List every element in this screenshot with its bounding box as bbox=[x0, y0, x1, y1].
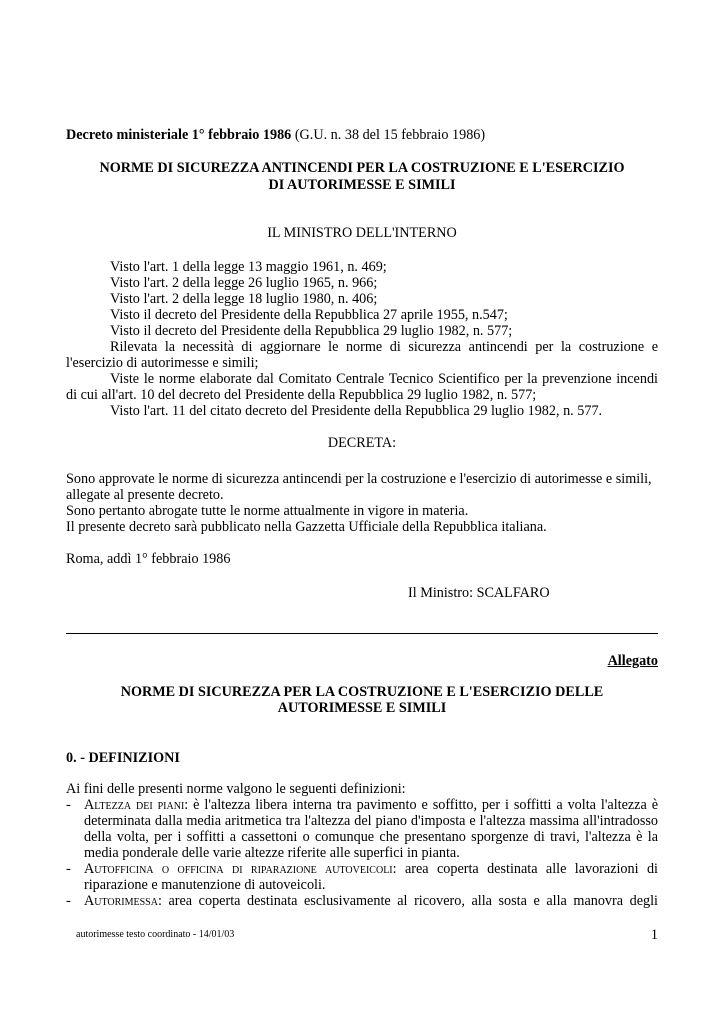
definition-term: Altezza dei piani bbox=[84, 797, 185, 813]
bullet-dash: - bbox=[66, 861, 71, 877]
definition-1-line-4: media ponderale delle varie altezze riferite alle superfici in pianta. bbox=[84, 845, 460, 861]
decree-title: Decreto ministeriale 1° febbraio 1986 bbox=[66, 127, 292, 143]
annex-title-line-1: NORME DI SICUREZZA PER LA COSTRUZIONE E L'ESERCIZIO DELLE bbox=[120, 684, 604, 700]
decree-gazette-ref: (G.U. n. 38 del 15 febbraio 1986) bbox=[291, 127, 486, 143]
definition-1-line-2: determinata dalla media aritmetica tra l'altezza del piano d'imposta e l'altezza massima all'intradosso bbox=[84, 813, 658, 829]
section-heading-definitions: 0. - DEFINIZIONI bbox=[66, 750, 180, 766]
decree-header bbox=[66, 127, 485, 143]
definition-term: Autofficina o officina di riparazione autoveicoli bbox=[84, 861, 393, 877]
body-line-3: Sono pertanto abrogate tutte le norme attualmente in vigore in materia. bbox=[66, 503, 469, 519]
minister-heading: IL MINISTRO DELL'INTERNO bbox=[267, 225, 457, 241]
body-line-1: Sono approvate le norme di sicurezza antincendi per la costruzione e l'esercizio di autorimesse e simili, bbox=[66, 471, 652, 487]
doc-title-line-2: DI AUTORIMESSE E SIMILI bbox=[268, 177, 456, 193]
place-date: Roma, addì 1° febbraio 1986 bbox=[66, 551, 231, 567]
consideration-7: Viste le norme elaborate dal Comitato Centrale Tecnico Scientifico per la prevenzione incendi bbox=[110, 371, 658, 387]
annex-title-line-2: AUTORIMESSE E SIMILI bbox=[277, 700, 447, 716]
consideration-6-cont: l'esercizio di autorimesse e simili; bbox=[66, 355, 259, 371]
minister-signature: Il Ministro: SCALFARO bbox=[408, 585, 550, 601]
consideration-6: Rilevata la necessità di aggiornare le norme di sicurezza antincendi per la costruzione e bbox=[110, 339, 658, 355]
page-number: 1 bbox=[650, 927, 658, 943]
consideration-8: Visto l'art. 11 del citato decreto del Presidente della Repubblica 29 luglio 1982, n. 577. bbox=[110, 403, 603, 419]
consideration-7-cont: di cui all'art. 10 del decreto del Presidente della Repubblica 29 luglio 1982, n. 577; bbox=[66, 387, 537, 403]
body-line-2: allegate al presente decreto. bbox=[66, 487, 224, 503]
definitions-intro: Ai fini delle presenti norme valgono le seguenti definizioni: bbox=[66, 781, 406, 797]
annex-label: Allegato bbox=[607, 653, 658, 669]
footer-doc-label: autorimesse testo coordinato - 14/01/03 bbox=[76, 929, 235, 940]
definition-text: : area coperta destinata esclusivamente al ricovero, alla sosta e alla manovra degli bbox=[157, 893, 658, 909]
definition-1-line-3: della volta, per i soffitti a cassettoni o comunque che presentano sporgenze di travi, l'altezza è la bbox=[84, 829, 658, 845]
section-divider bbox=[66, 633, 658, 634]
consideration-3: Visto l'art. 2 della legge 18 luglio 1980, n. 406; bbox=[110, 291, 378, 307]
definition-text: : area coperta destinata alle lavorazioni di bbox=[392, 861, 658, 877]
definition-2-line-2: riparazione e manutenzione di autoveicoli. bbox=[84, 877, 326, 893]
consideration-4: Visto il decreto del Presidente della Repubblica 27 aprile 1955, n.547; bbox=[110, 307, 508, 323]
definition-1-line-1 bbox=[84, 797, 658, 813]
decreta-heading: DECRETA: bbox=[327, 435, 397, 451]
consideration-5: Visto il decreto del Presidente della Repubblica 29 luglio 1982, n. 577; bbox=[110, 323, 513, 339]
consideration-2: Visto l'art. 2 della legge 26 luglio 1965, n. 966; bbox=[110, 275, 378, 291]
bullet-dash: - bbox=[66, 797, 71, 813]
consideration-1: Visto l'art. 1 della legge 13 maggio 1961, n. 469; bbox=[110, 259, 387, 275]
definition-3-line-1 bbox=[84, 893, 658, 909]
definition-term: Autorimessa bbox=[84, 893, 158, 909]
definition-text: : è l'altezza libera interna tra pavimento e soffitto, per i soffitti a volta l'altezza è bbox=[184, 797, 658, 813]
body-line-4: Il presente decreto sarà pubblicato nella Gazzetta Ufficiale della Repubblica italiana. bbox=[66, 519, 547, 535]
doc-title-line-1: NORME DI SICUREZZA ANTINCENDI PER LA COSTRUZIONE E L'ESERCIZIO bbox=[99, 160, 625, 176]
bullet-dash: - bbox=[66, 893, 71, 909]
definition-2-line-1 bbox=[84, 861, 658, 877]
